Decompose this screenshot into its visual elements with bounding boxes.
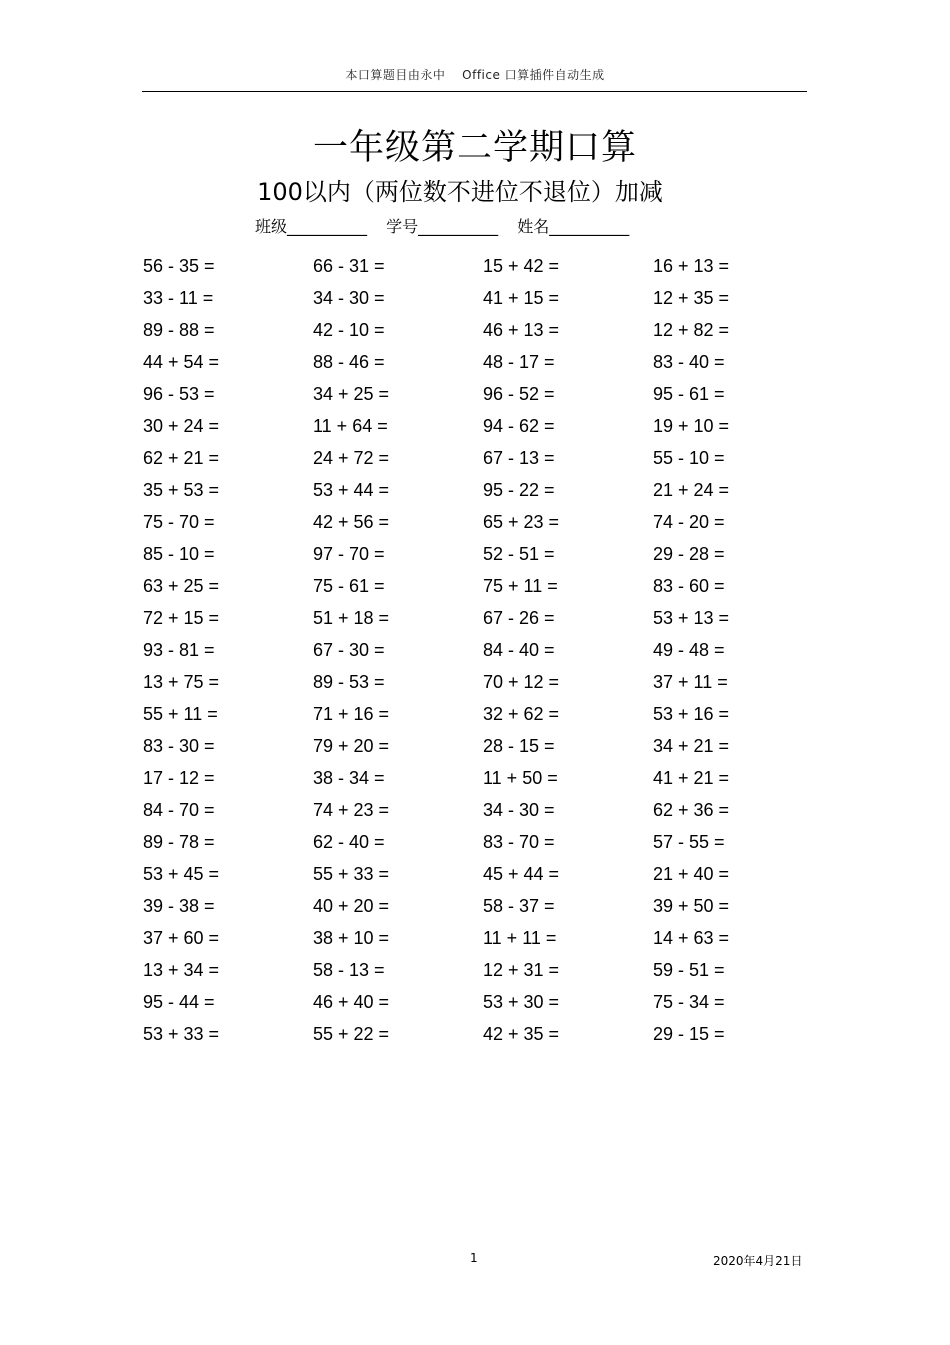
problem-row	[143, 858, 823, 890]
arithmetic-problem: 95 - 61 =	[653, 383, 725, 404]
arithmetic-problem: 12 + 31 =	[483, 959, 560, 980]
problem-row	[143, 826, 823, 858]
arithmetic-problem: 62 + 21 =	[143, 447, 220, 468]
arithmetic-problem: 59 - 51 =	[653, 959, 725, 980]
arithmetic-problem: 13 + 75 =	[143, 671, 220, 692]
problem-row	[143, 346, 823, 378]
arithmetic-problem: 63 + 25 =	[143, 575, 220, 596]
page-header: 本口算题目由永中 Office 口算插件自动生成	[345, 68, 605, 82]
arithmetic-problem: 44 + 54 =	[143, 351, 220, 372]
arithmetic-problem: 34 - 30 =	[483, 799, 555, 820]
arithmetic-problem: 55 - 10 =	[653, 447, 725, 468]
arithmetic-problem: 75 - 34 =	[653, 991, 725, 1012]
arithmetic-problem: 13 + 34 =	[143, 959, 220, 980]
student-number-field: 学号__________	[386, 217, 499, 236]
arithmetic-problem: 41 + 21 =	[653, 767, 730, 788]
arithmetic-problem: 53 + 13 =	[653, 607, 730, 628]
arithmetic-problem: 83 - 40 =	[653, 351, 725, 372]
problem-row	[143, 698, 823, 730]
arithmetic-problem: 96 - 53 =	[143, 383, 215, 404]
arithmetic-problem: 11 + 64 =	[313, 415, 388, 436]
arithmetic-problem: 57 - 55 =	[653, 831, 725, 852]
arithmetic-problem: 12 + 82 =	[653, 319, 730, 340]
arithmetic-problem: 66 - 31 =	[313, 255, 385, 276]
arithmetic-problem: 15 + 42 =	[483, 255, 560, 276]
arithmetic-problem: 89 - 53 =	[313, 671, 385, 692]
footer-date: 2020年4月21日	[713, 1254, 803, 1268]
arithmetic-problem: 84 - 70 =	[143, 799, 215, 820]
page-title: 一年级第二学期口算	[312, 128, 637, 168]
problem-row	[143, 922, 823, 954]
arithmetic-problem: 89 - 88 =	[143, 319, 215, 340]
problem-row	[143, 250, 823, 282]
arithmetic-problem: 40 + 20 =	[313, 895, 390, 916]
arithmetic-problem: 34 + 25 =	[313, 383, 390, 404]
arithmetic-problem: 74 - 20 =	[653, 511, 725, 532]
arithmetic-problem: 67 - 13 =	[483, 447, 555, 468]
arithmetic-problem: 83 - 70 =	[483, 831, 555, 852]
student-info	[255, 214, 775, 237]
arithmetic-problem: 29 - 28 =	[653, 543, 725, 564]
problem-grid	[143, 250, 823, 1050]
arithmetic-problem: 53 + 45 =	[143, 863, 220, 884]
arithmetic-problem: 74 + 23 =	[313, 799, 390, 820]
arithmetic-problem: 62 + 36 =	[653, 799, 730, 820]
arithmetic-problem: 49 - 48 =	[653, 639, 725, 660]
arithmetic-problem: 24 + 72 =	[313, 447, 390, 468]
arithmetic-problem: 53 + 16 =	[653, 703, 730, 724]
arithmetic-problem: 53 + 33 =	[143, 1023, 220, 1044]
arithmetic-problem: 28 - 15 =	[483, 735, 555, 756]
arithmetic-problem: 48 - 17 =	[483, 351, 555, 372]
problem-row	[143, 666, 823, 698]
arithmetic-problem: 75 - 70 =	[143, 511, 215, 532]
arithmetic-problem: 62 - 40 =	[313, 831, 385, 852]
arithmetic-problem: 12 + 35 =	[653, 287, 730, 308]
arithmetic-problem: 58 - 13 =	[313, 959, 385, 980]
arithmetic-problem: 95 - 22 =	[483, 479, 555, 500]
arithmetic-problem: 65 + 23 =	[483, 511, 560, 532]
problem-row	[143, 954, 823, 986]
arithmetic-problem: 30 + 24 =	[143, 415, 220, 436]
arithmetic-problem: 38 - 34 =	[313, 767, 385, 788]
arithmetic-problem: 16 + 13 =	[653, 255, 730, 276]
arithmetic-problem: 21 + 24 =	[653, 479, 730, 500]
header-divider	[142, 91, 807, 92]
arithmetic-problem: 94 - 62 =	[483, 415, 555, 436]
arithmetic-problem: 42 + 56 =	[313, 511, 390, 532]
problem-row	[143, 794, 823, 826]
arithmetic-problem: 58 - 37 =	[483, 895, 555, 916]
arithmetic-problem: 55 + 33 =	[313, 863, 390, 884]
arithmetic-problem: 32 + 62 =	[483, 703, 560, 724]
problem-row	[143, 506, 823, 538]
problem-row	[143, 1018, 823, 1050]
arithmetic-problem: 34 + 21 =	[653, 735, 730, 756]
problem-row	[143, 570, 823, 602]
arithmetic-problem: 52 - 51 =	[483, 543, 555, 564]
problem-row	[143, 378, 823, 410]
arithmetic-problem: 95 - 44 =	[143, 991, 215, 1012]
arithmetic-problem: 67 - 26 =	[483, 607, 555, 628]
arithmetic-problem: 42 + 35 =	[483, 1023, 560, 1044]
arithmetic-problem: 11 + 11 =	[483, 927, 557, 948]
arithmetic-problem: 46 + 13 =	[483, 319, 560, 340]
arithmetic-problem: 42 - 10 =	[313, 319, 385, 340]
problem-row	[143, 762, 823, 794]
problem-row	[143, 538, 823, 570]
arithmetic-problem: 55 + 22 =	[313, 1023, 390, 1044]
arithmetic-problem: 53 + 44 =	[313, 479, 390, 500]
arithmetic-problem: 11 + 50 =	[483, 767, 558, 788]
arithmetic-problem: 39 + 50 =	[653, 895, 730, 916]
arithmetic-problem: 55 + 11 =	[143, 703, 218, 724]
arithmetic-problem: 39 - 38 =	[143, 895, 215, 916]
arithmetic-problem: 14 + 63 =	[653, 927, 730, 948]
arithmetic-problem: 70 + 12 =	[483, 671, 560, 692]
arithmetic-problem: 75 - 61 =	[313, 575, 385, 596]
problem-row	[143, 986, 823, 1018]
problem-row	[143, 314, 823, 346]
arithmetic-problem: 56 - 35 =	[143, 255, 215, 276]
arithmetic-problem: 85 - 10 =	[143, 543, 215, 564]
arithmetic-problem: 84 - 40 =	[483, 639, 555, 660]
page-subtitle: 100以内（两位数不进位不退位）加减	[257, 178, 663, 206]
arithmetic-problem: 51 + 18 =	[313, 607, 390, 628]
arithmetic-problem: 88 - 46 =	[313, 351, 385, 372]
arithmetic-problem: 79 + 20 =	[313, 735, 390, 756]
arithmetic-problem: 93 - 81 =	[143, 639, 215, 660]
arithmetic-problem: 96 - 52 =	[483, 383, 555, 404]
problem-row	[143, 442, 823, 474]
arithmetic-problem: 34 - 30 =	[313, 287, 385, 308]
problem-row	[143, 282, 823, 314]
arithmetic-problem: 75 + 11 =	[483, 575, 558, 596]
problem-row	[143, 730, 823, 762]
arithmetic-problem: 89 - 78 =	[143, 831, 215, 852]
problem-row	[143, 602, 823, 634]
arithmetic-problem: 33 - 11 =	[143, 287, 214, 308]
arithmetic-problem: 41 + 15 =	[483, 287, 560, 308]
problem-row	[143, 474, 823, 506]
arithmetic-problem: 71 + 16 =	[313, 703, 390, 724]
arithmetic-problem: 17 - 12 =	[143, 767, 215, 788]
arithmetic-problem: 37 + 60 =	[143, 927, 220, 948]
arithmetic-problem: 97 - 70 =	[313, 543, 385, 564]
student-name-field: 姓名__________	[517, 217, 630, 236]
page-number: 1	[470, 1251, 478, 1265]
problem-row	[143, 410, 823, 442]
class-field: 班级__________	[255, 217, 368, 236]
arithmetic-problem: 35 + 53 =	[143, 479, 220, 500]
arithmetic-problem: 37 + 11 =	[653, 671, 728, 692]
arithmetic-problem: 45 + 44 =	[483, 863, 560, 884]
arithmetic-problem: 67 - 30 =	[313, 639, 385, 660]
arithmetic-problem: 38 + 10 =	[313, 927, 390, 948]
arithmetic-problem: 19 + 10 =	[653, 415, 730, 436]
problem-row	[143, 890, 823, 922]
problem-row	[143, 634, 823, 666]
arithmetic-problem: 53 + 30 =	[483, 991, 560, 1012]
arithmetic-problem: 46 + 40 =	[313, 991, 390, 1012]
arithmetic-problem: 83 - 30 =	[143, 735, 215, 756]
arithmetic-problem: 72 + 15 =	[143, 607, 220, 628]
arithmetic-problem: 21 + 40 =	[653, 863, 730, 884]
arithmetic-problem: 83 - 60 =	[653, 575, 725, 596]
arithmetic-problem: 29 - 15 =	[653, 1023, 725, 1044]
